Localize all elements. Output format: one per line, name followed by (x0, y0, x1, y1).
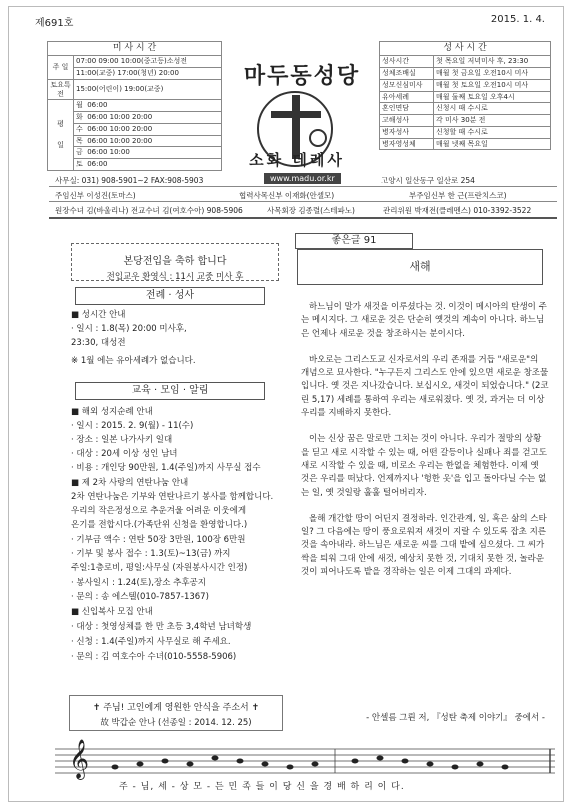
mass-day: 월 (76, 101, 83, 110)
divider (49, 201, 557, 202)
contact-phone: 사무실: 031) 908-5901~2 FAX:908-5903 (55, 176, 204, 185)
sacrament-name: 유아세례 (380, 91, 434, 103)
sacrament-time: 신청할 때 수시로 (434, 126, 551, 138)
notice-line: ■ 제 2차 사랑의 연탄나눔 안내 (71, 478, 189, 488)
notice-line: · 문의 : 김 여호수아 수녀(010-5558-5906) (71, 652, 237, 662)
mass-time: 11:00(교중) 17:00(청년) 20:00 (74, 68, 222, 80)
weekday-row (74, 135, 222, 147)
mass-day: 토 (76, 160, 83, 168)
mass-time: 06:00 10:00 20:00 (87, 124, 153, 133)
notice-line: 주일:1층로비, 평일:사무실 (자원봉사시간 인정) (71, 563, 248, 573)
weekday-label-top: 평 (57, 120, 64, 128)
mass-times-title: 미 사 시 간 (48, 42, 222, 56)
contact-vicar: 부주임신부 한 근(프란치스코) (409, 191, 507, 200)
section-liturgy-title: 전례 · 성사 (75, 287, 265, 305)
weekday-row (74, 147, 222, 159)
mass-day: 목 (76, 136, 83, 145)
notice-line: 우리의 작은정성으로 추운겨울 어려운 이웃에게 (71, 506, 247, 516)
divider (49, 217, 557, 219)
good-text-paragraph: 올해 개간할 땅이 어딘지 결정하라. 인간관계, 일, 혹은 삶의 스타일? 그 다음에는 땅이 풍요로워져 새것이 지랄 수 있도록 잡초 지른 것을 속아내라. 하느님은 새로운 씨를 그대 밭에 심으셨다. 그 씨가 싹을 틔워 그대 안에 새것, 예상치 못한 것, 기대치 못한 것, 놀라운 것이 피어나도록 밭을 경작하는 일은 이제 그대의 과제다. (301, 513, 547, 578)
mass-times-table (47, 41, 222, 171)
sacraments-table (379, 41, 551, 150)
weekday-row (74, 159, 222, 171)
notice-line: ■ 해외 성지순례 안내 (71, 407, 153, 417)
contact-council: 사목회장 김종렬(스테파노) (267, 206, 355, 215)
sacrament-name: 성사시간 (380, 56, 434, 68)
mass-time: 15:00(어린이) 19:00(교중) (74, 79, 222, 100)
notice-line: · 비용 : 개인당 90만원, 1.4(주일)까지 사무실 접수 (71, 463, 261, 473)
welcome-detail: 전입교우 환영식 : 11시 교중 미사 후 (106, 272, 244, 282)
sacrament-time: 매월 첫 금요일 오전10시 미사 (434, 68, 551, 80)
good-text-paragraph: 바오로는 그리스도교 신자로서의 우리 존재를 거듭 "새로운"의 개념으로 묘사한다. "누구든지 그리스도 안에 있으면 새로운 창조물입니다. 옛 것은 지나갔습니다. 보십시오, 새것이 되었습니다." (2코린 5,17) 세례를 통하여 우리는 새로워졌다. 옛 것, 과거는 더 이상 우리를 지배하지 못한다. (301, 354, 549, 419)
notice-line: ■ 신입복사 모집 안내 (71, 607, 153, 617)
mass-day: 주 일 (48, 56, 74, 80)
contact-sisters: 원장수녀 김(바울리나) 전교수녀 김(여호수아) 908-5906 (55, 206, 243, 215)
contact-manager: 관리위원 박재전(클레멘스) 010-3392-3522 (383, 206, 532, 215)
notice-line: · 장소 : 일본 나가사키 일대 (71, 435, 173, 445)
prayer-title: ✝ 주님! 고인에게 영원한 안식을 주소서 ✝ (92, 703, 260, 713)
notice-line: · 기부 및 봉사 접수 : 1.3(토)~13(금) 까지 (71, 549, 231, 559)
good-text-tag: 좋은글 91 (295, 233, 413, 249)
good-text-source: - 안셀름 그륀 저, 『성탄 축제 이야기』 중에서 - (366, 713, 545, 723)
sacrament-time: 매월 둘째 토요일 오후4시 (434, 91, 551, 103)
music-notes (112, 756, 509, 770)
parish-name: 마두동성당 (243, 64, 361, 89)
staff-lines (55, 749, 555, 773)
mass-day: 토요특전 (48, 79, 74, 100)
notice-line: · 신청 : 1.4(주일)까지 사무실로 해 주세요. (71, 637, 231, 647)
mass-day: 금 (76, 148, 83, 157)
contact-pastor: 주임신부 이성진(토마스) (55, 191, 136, 200)
weekday-row (74, 100, 222, 112)
notice-line: · 기부금 액수 : 연탄 50장 3만원, 100장 6만원 (71, 535, 246, 545)
mass-time: 06:00 10:00 (87, 148, 130, 157)
cross-bar-icon (271, 111, 321, 118)
notice-line: 온기를 전합시다.(가족단위 신청을 환영합니다.) (71, 520, 248, 530)
good-text-body (301, 301, 549, 592)
good-text-title: 새해 (297, 249, 543, 285)
sacrament-name: 고해성사 (380, 115, 434, 127)
section-education-title: 교육 · 모임 · 알림 (75, 382, 265, 400)
welcome-box (71, 243, 279, 281)
mass-time: 06:00 10:00 20:00 (87, 113, 153, 121)
patron-saint: 소화 데레사 (249, 151, 345, 169)
liturgy-line: ■ 성시간 안내 (71, 310, 126, 320)
sacrament-time: 첫 목요일 저녁미사 후, 23:30 (434, 56, 551, 68)
good-text-paragraph: 하느님이 말가 새것을 이루셨다는 것. 이것이 메시아의 탄생이 주는 메시지다. 그 새로운 것은 단순히 옛것의 계속이 아니다. 하느님은 언제나 새로운 것을 창조하시는 분이시다. (301, 302, 547, 339)
weekday-row (74, 123, 222, 135)
mass-time: 06:00 (87, 101, 108, 110)
sacrament-time: 매월 첫 토요일 오전10시 미사 (434, 79, 551, 91)
prayer-deceased: 故 박갑순 안나 (선종일 : 2014. 12. 25) (100, 718, 252, 728)
mass-time: 07:00 09:00 10:00(중고등)소성전 (74, 56, 222, 68)
weekday-label-bottom: 일 (57, 141, 64, 149)
hymn-lyrics: 주 - 님, 세 - 상 모 - 든 민 족 들 이 당 신 을 경 배 하 리 이 다. (119, 782, 405, 792)
bulletin-page (8, 6, 564, 802)
rose-icon (309, 129, 327, 147)
mass-time: 06:00 (87, 160, 108, 168)
sacrament-name: 병자성사 (380, 126, 434, 138)
sacrament-time: 각 미사 30분 전 (434, 115, 551, 127)
mass-time: 06:00 10:00 20:00 (87, 136, 153, 145)
notice-line: · 일시 : 2015. 2. 9(월) - 11(수) (71, 421, 194, 431)
liturgy-line: · 일시 : 1.8(목) 20:00 미사후, (71, 324, 187, 334)
notice-line: · 대상 : 첫영성체를 한 만 초등 3,4학년 남녀학생 (71, 622, 252, 632)
sacrament-time: 매월 넷째 목요일 (434, 138, 551, 150)
sacrament-name: 병자영성체 (380, 138, 434, 150)
mass-day: 수 (76, 124, 83, 133)
liturgy-line: 23:30, 대성전 (71, 338, 126, 348)
notice-line: · 대상 : 20세 이상 성인 남녀 (71, 449, 178, 459)
divider (49, 186, 557, 187)
weekday-label (48, 100, 74, 171)
sacrament-time: 신청시 때 수시로 (434, 103, 551, 115)
sacrament-name: 성모신심미사 (380, 79, 434, 91)
contact-assistant: 협력사목신부 이재화(안셀모) (239, 191, 335, 200)
contact-address: 고양시 일산동구 일산로 254 (381, 176, 475, 185)
issue-date: 2015. 1. 4. (490, 14, 545, 25)
prayer-box (69, 695, 283, 731)
liturgy-line: ※ 1월 에는 유아세례가 없습니다. (71, 356, 196, 366)
welcome-title: 본당전입을 축하 합니다 (123, 256, 227, 267)
notice-line: 2차 연탄나눔은 기부와 연탄나르기 봉사를 함께합니다. (71, 492, 274, 502)
sacrament-name: 성체조배실 (380, 68, 434, 80)
sacrament-name: 혼인면담 (380, 103, 434, 115)
good-text-paragraph: 이는 신상 꿈은 말로만 그치는 것이 아니다. 우리가 절망의 상황을 딛고 새로 시작할 수 있는 때, 어떤 갈등이나 실패나 죄를 걷고도 새로 시작할 수 있을 때, 비로소 우리는 한없을 체험한다. 이제 옛 것은 우리를 떠났다. 언제까지나 '헝한 옷'을 입고 돌아다닐 수는 없는 일, 옛 것일랑 훌훌 털어버리자. (301, 434, 547, 498)
notice-line: · 문의 : 송 에스텔(010-7857-1367) (71, 592, 209, 602)
issue-number: 제691호 (35, 18, 74, 29)
notice-line: · 봉사일시 : 1.24(토),장소 추후공지 (71, 578, 206, 588)
website-link[interactable]: www.madu.or.kr (264, 173, 341, 184)
weekday-row (74, 112, 222, 124)
treble-clef-icon: 𝄞 (69, 739, 90, 779)
mass-day: 화 (76, 113, 83, 121)
sacraments-title: 성 사 시 간 (380, 42, 551, 56)
